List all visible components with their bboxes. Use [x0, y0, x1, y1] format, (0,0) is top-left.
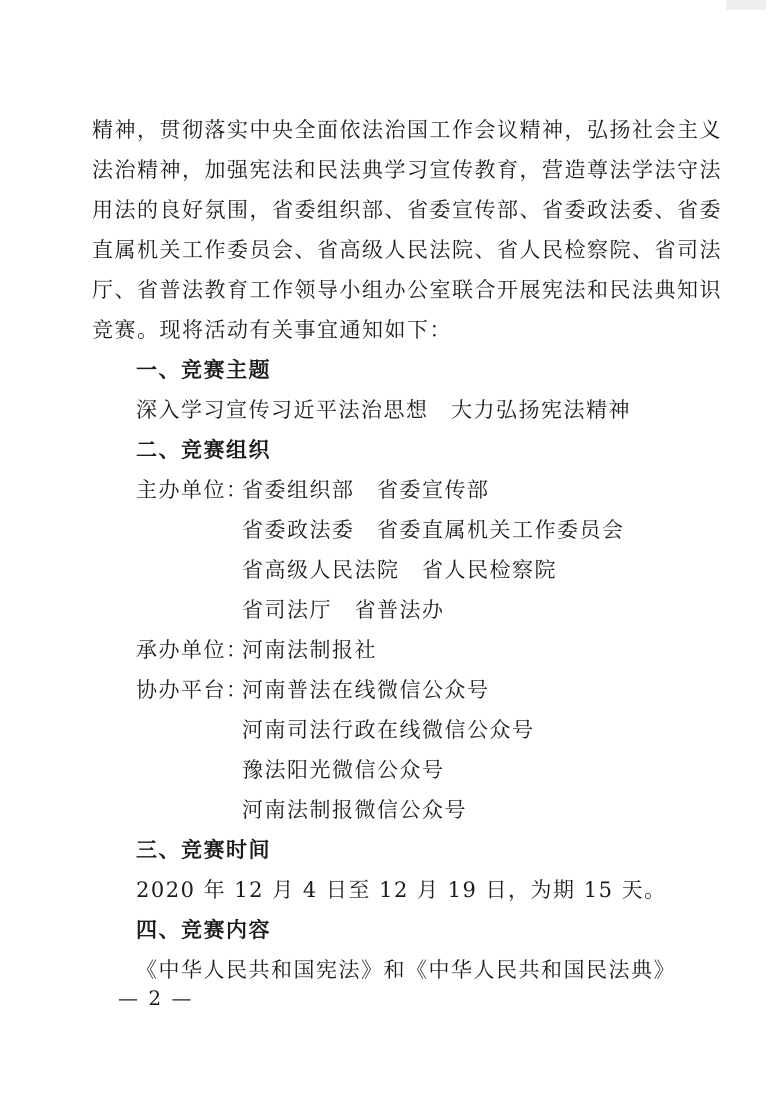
host-unit-line: 省司法厅 省普法办 [242, 598, 445, 622]
platform-label: 协办平台： [136, 678, 249, 702]
host-unit-line: 省委政法委 省委直属机关工作委员会 [242, 518, 625, 542]
page-number: — 2 — [118, 986, 194, 1010]
paragraph-line: 精神，贯彻落实中央全面依法治国工作会议精神，弘扬社会主义 [92, 118, 722, 142]
platform-line: 河南法制报微信公众号 [242, 798, 467, 822]
platform-line: 河南普法在线微信公众号 [242, 678, 490, 702]
platform-line: 豫法阳光微信公众号 [242, 758, 445, 782]
section-time-content: 2020 年 12 月 4 日至 12 月 19 日，为期 15 天。 [136, 878, 667, 902]
host-unit-line: 省高级人民法院 省人民检察院 [242, 558, 557, 582]
section-heading-organization: 二、竞赛组织 [136, 438, 271, 462]
section-content-text: 《中华人民共和国宪法》和《中华人民共和国民法典》 [136, 958, 676, 982]
platform-line: 河南司法行政在线微信公众号 [242, 718, 535, 742]
section-heading-time: 三、竞赛时间 [136, 838, 271, 862]
section-heading-theme: 一、竞赛主题 [136, 358, 271, 382]
host-label: 主办单位： [136, 478, 249, 502]
paragraph-line: 竞赛。现将活动有关事宜通知如下： [92, 318, 452, 342]
section-heading-content: 四、竞赛内容 [136, 918, 271, 942]
organizer-label: 承办单位： [136, 638, 249, 662]
host-unit-line: 省委组织部 省委宣传部 [242, 478, 490, 502]
scan-artifact [726, 0, 766, 10]
paragraph-line: 直属机关工作委员会、省高级人民法院、省人民检察院、省司法 [92, 238, 722, 262]
organizer-value: 河南法制报社 [242, 638, 377, 662]
paragraph-line: 厅、省普法教育工作领导小组办公室联合开展宪法和民法典知识 [92, 278, 722, 302]
paragraph-line: 法治精神，加强宪法和民法典学习宣传教育，营造尊法学法守法 [92, 158, 722, 182]
section-theme-content: 深入学习宣传习近平法治思想 大力弘扬宪法精神 [136, 398, 631, 422]
paragraph-line: 用法的良好氛围，省委组织部、省委宣传部、省委政法委、省委 [92, 198, 722, 222]
